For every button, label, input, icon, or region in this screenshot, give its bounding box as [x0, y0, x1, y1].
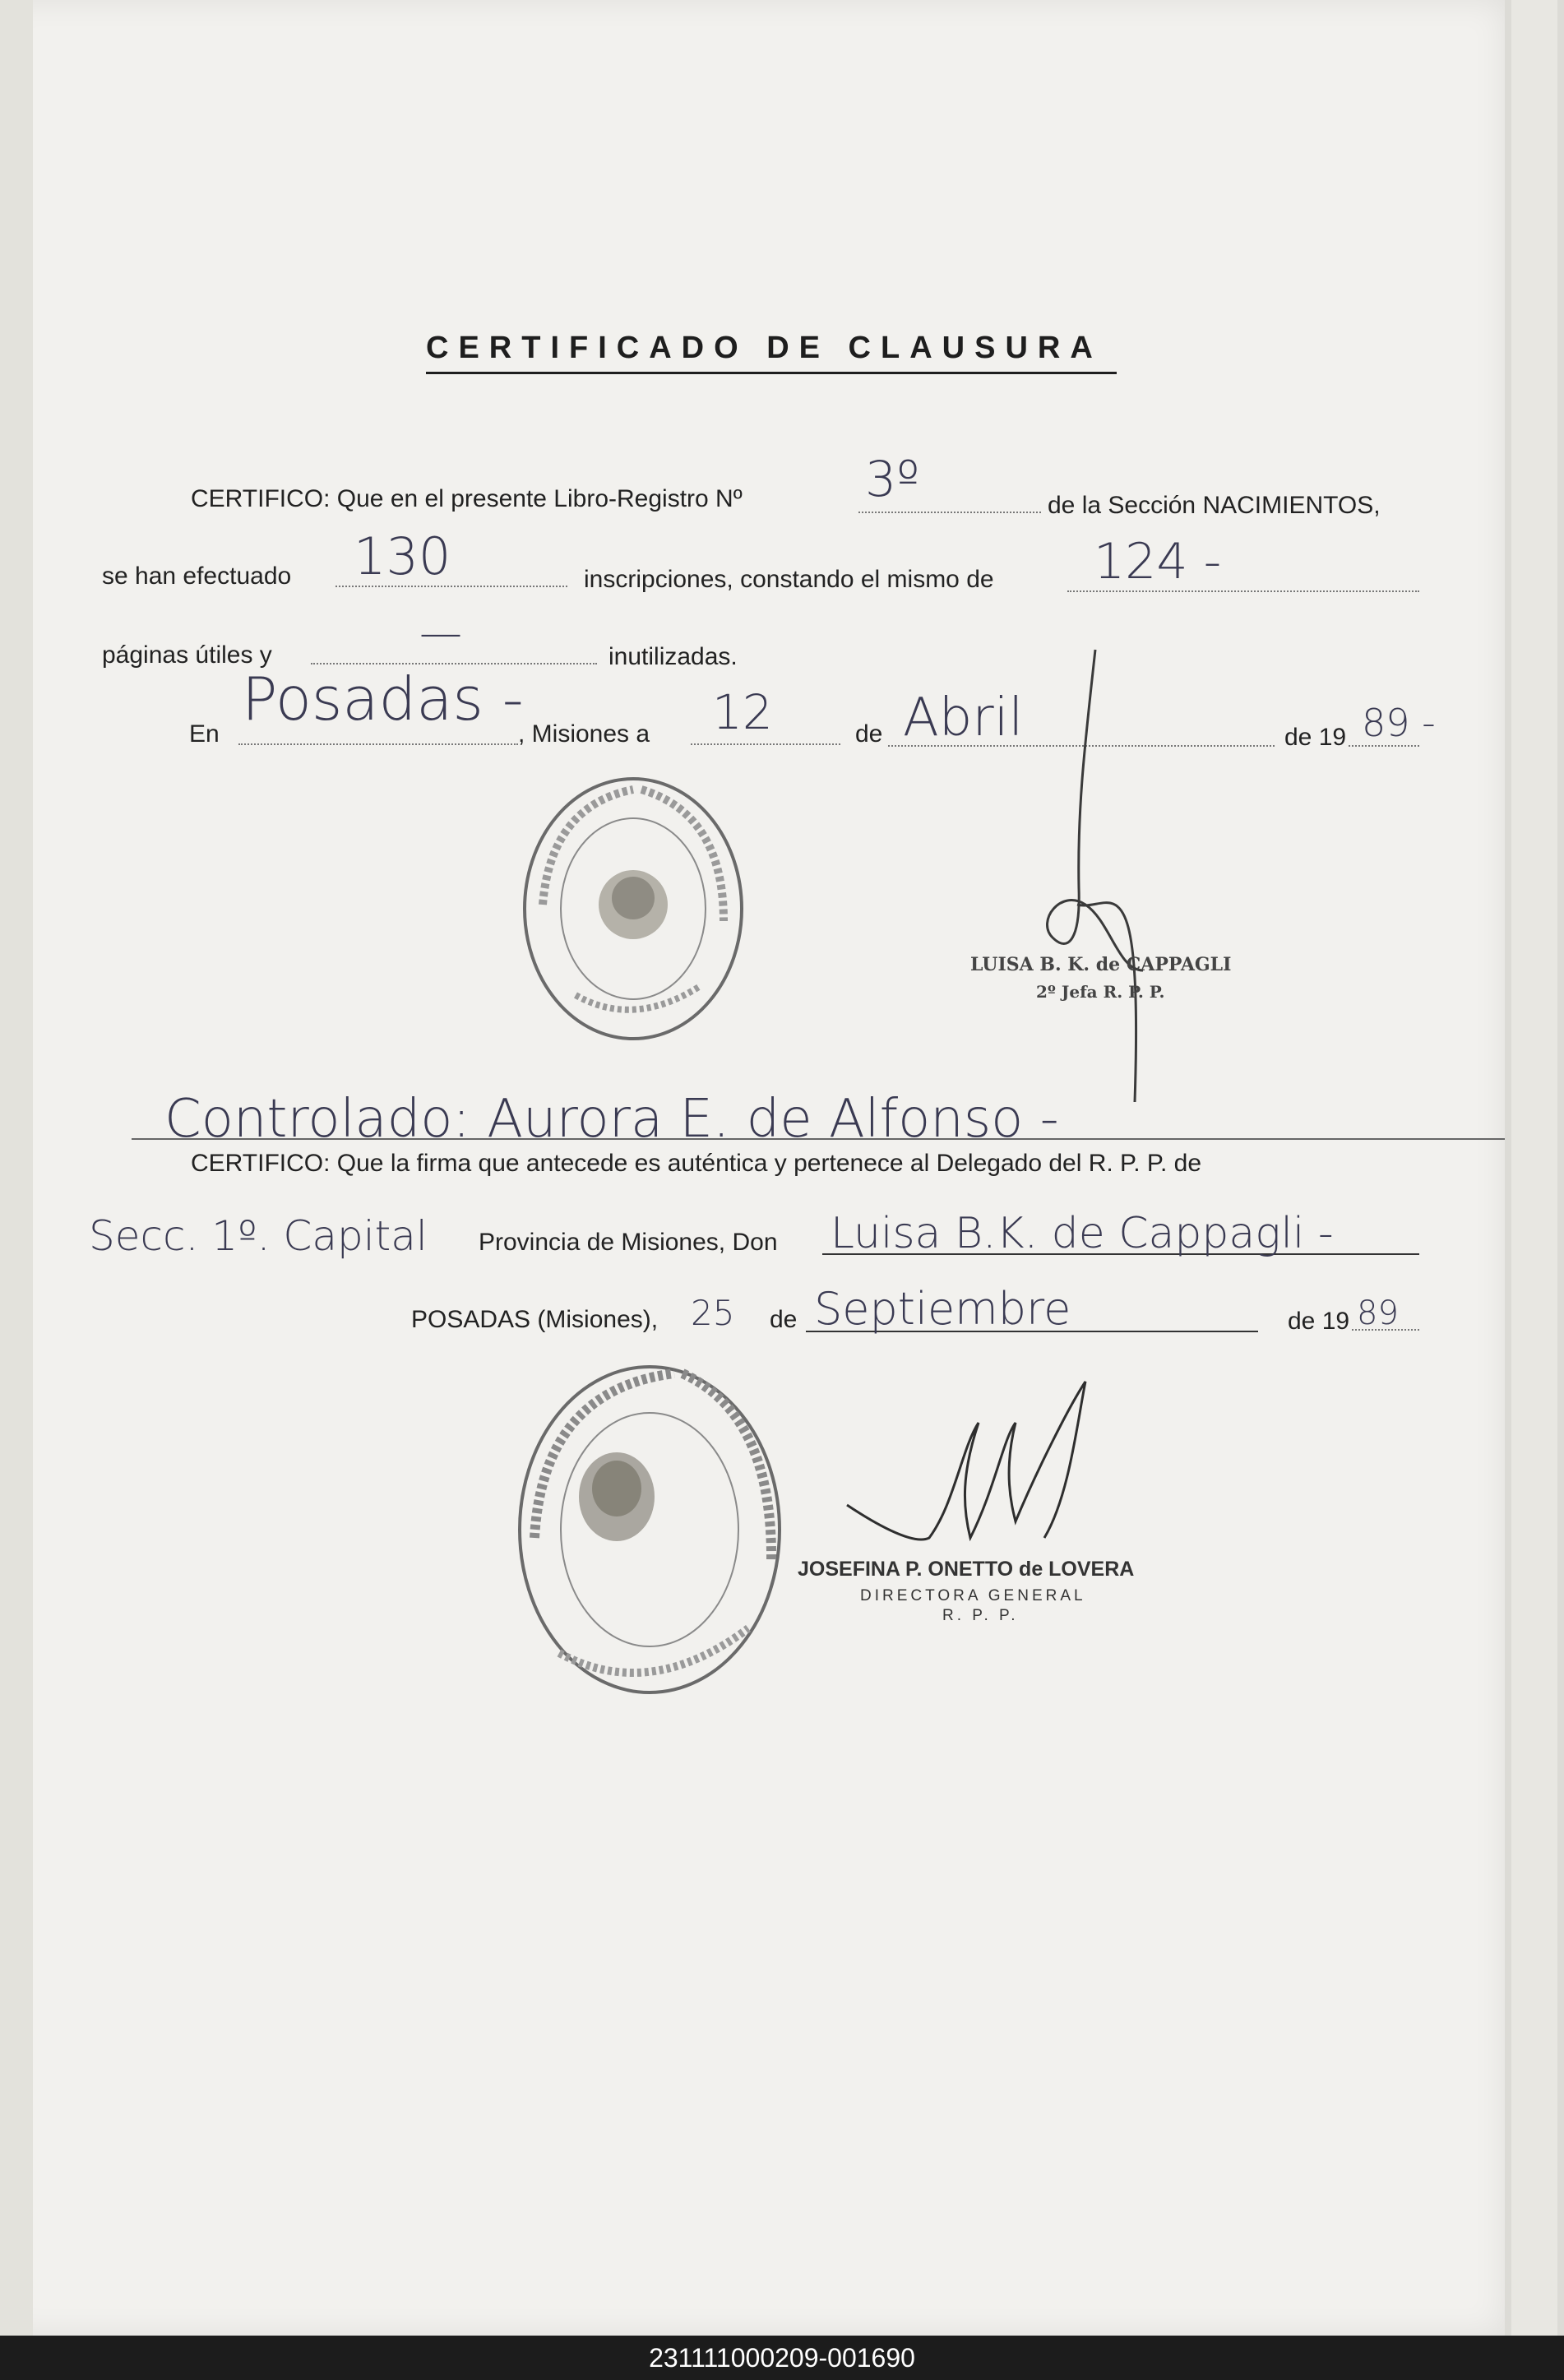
- auth-month: Septiembre: [814, 1283, 1071, 1335]
- first-signer-title: 2º Jefa R. P. P.: [1036, 982, 1165, 1002]
- auth-year-prefix: de 19: [1288, 1308, 1350, 1335]
- city-line: [238, 743, 518, 745]
- line4-year-prefix: de 19: [1284, 724, 1347, 751]
- line3-prefix: páginas útiles y: [102, 641, 272, 669]
- line2-prefix: se han efectuado: [102, 563, 292, 590]
- first-signer-name: LUISA B. K. de CAPPAGLI: [970, 954, 1232, 975]
- second-signer-title: DIRECTORA GENERAL: [860, 1587, 1086, 1604]
- auth-person: Luisa B.K. de Cappagli -: [831, 1209, 1334, 1258]
- first-signature: [1020, 641, 1151, 1118]
- document-id-footer: 231111000209-001690: [0, 2336, 1564, 2380]
- page-left-edge: [0, 0, 33, 2336]
- line2-middle: inscripciones, constando el mismo de: [584, 566, 994, 593]
- first-official-seal: [518, 773, 748, 1044]
- auth-year: 89: [1357, 1294, 1399, 1332]
- line3-suffix: inutilizadas.: [608, 643, 738, 670]
- pages-voided: —: [419, 609, 462, 658]
- book-number-line: [858, 512, 1041, 513]
- line4-en: En: [189, 720, 220, 748]
- auth-place-prefix: POSADAS (Misiones),: [411, 1306, 659, 1333]
- year-line: [1349, 745, 1419, 747]
- title-underline: [426, 372, 1117, 374]
- second-signature: [839, 1373, 1102, 1587]
- line1-suffix: de la Sección NACIMIENTOS,: [1048, 492, 1381, 519]
- year: 89 -: [1362, 701, 1436, 745]
- auth-section: Secc. 1º. Capital: [89, 1212, 428, 1260]
- line1-prefix: CERTIFICO: Que en el presente Libro-Registro Nº: [191, 485, 743, 512]
- second-signer-org: R. P. P.: [942, 1607, 1019, 1624]
- next-page-edge: [1505, 0, 1564, 2336]
- pages-used: 124 -: [1094, 533, 1222, 590]
- certificate-title: CERTIFICADO DE CLAUSURA: [426, 331, 1103, 365]
- day-line: [691, 743, 840, 745]
- second-signer-name: JOSEFINA P. ONETTO de LOVERA: [798, 1558, 1135, 1581]
- day: 12: [712, 684, 773, 740]
- second-official-seal: [510, 1357, 789, 1702]
- controlled-by: Controlado: Aurora E. de Alfonso -: [164, 1089, 1059, 1150]
- line4-de: de: [855, 720, 883, 748]
- auth-line2-middle: Provincia de Misiones, Don: [479, 1229, 778, 1256]
- city: Posadas -: [242, 664, 524, 734]
- separator-line: [132, 1138, 1505, 1140]
- pages-used-line: [1067, 590, 1419, 592]
- month: Abril: [903, 688, 1024, 748]
- auth-day: 25: [691, 1293, 735, 1333]
- auth-line1: CERTIFICO: Que la firma que antecede es auténtica y pertenece al Delegado del R. P. P. de: [191, 1150, 1202, 1177]
- inscriptions-count: 130: [354, 526, 451, 586]
- line4-misiones: , Misiones a: [518, 720, 650, 748]
- book-number: 3º: [865, 451, 920, 508]
- auth-de: de: [770, 1306, 798, 1333]
